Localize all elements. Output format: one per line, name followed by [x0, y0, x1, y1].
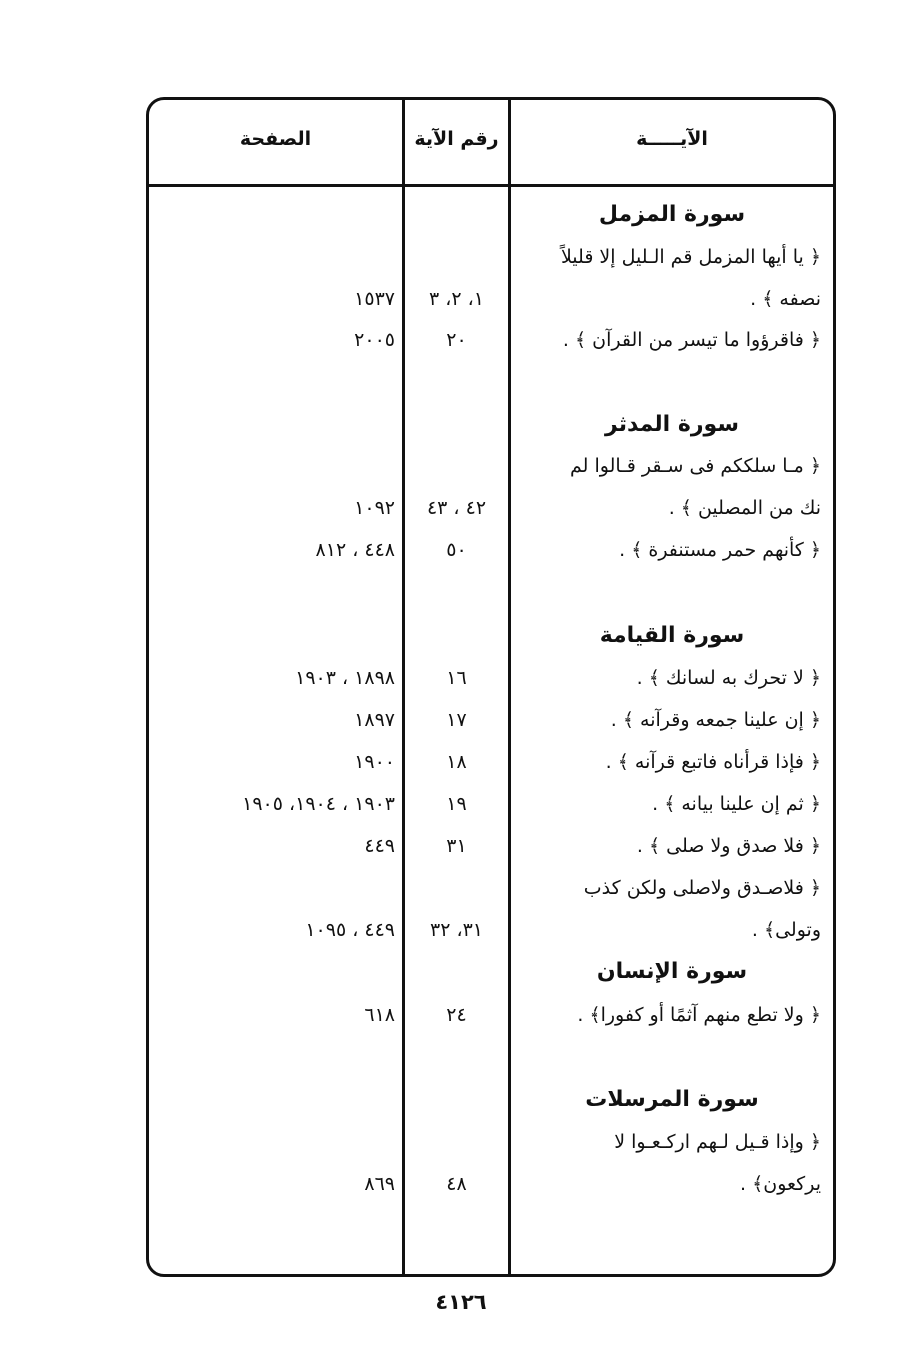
- verse-number: ١٧: [446, 709, 467, 731]
- page-reference: ١٨٩٨ ، ١٩٠٣: [295, 667, 395, 689]
- verse-text: ﴿ فاقرؤوا ما تيسر من القرآن ﴾ .: [562, 329, 821, 351]
- table-row: [149, 910, 833, 950]
- surah-title: سورة القيامة: [599, 623, 745, 648]
- verse-number: ٤٢ ، ٤٣: [426, 497, 487, 519]
- table-row: [149, 237, 833, 277]
- verse-text: ﴿ وإذا قـيل لـهم اركـعـوا لا: [614, 1131, 821, 1153]
- verse-number: ٣١: [446, 835, 467, 857]
- verse-text: ﴿ لا تحرك به لسانك ﴾ .: [636, 667, 821, 689]
- verse-number: ٢٠: [446, 329, 467, 351]
- page-reference: ١٠٩٢: [354, 497, 395, 519]
- verse-text: نصفه ﴾ .: [750, 288, 821, 310]
- surah-title-row: [149, 952, 833, 992]
- table-row: [149, 995, 833, 1035]
- surah-title-row: [149, 616, 833, 656]
- verse-text: ﴿ إن علينا جمعه وقرآنه ﴾ .: [610, 709, 821, 731]
- surah-title-row: [149, 195, 833, 235]
- surah-title-row: [149, 1080, 833, 1120]
- surah-title-row: [149, 405, 833, 445]
- page-reference: ٤٤٩: [364, 835, 395, 857]
- verse-text: ﴿ ثم إن علينا بيانه ﴾ .: [652, 793, 821, 815]
- verse-number: ١٦: [446, 667, 467, 689]
- table-row: [149, 826, 833, 866]
- page-reference: ١٩٠٠: [354, 751, 395, 773]
- page-reference: ٨٦٩: [364, 1173, 395, 1195]
- verse-text: ﴿ كأنهم حمر مستنفرة ﴾ .: [619, 539, 821, 561]
- index-table: [146, 97, 836, 1277]
- page-reference: ١٨٩٧: [354, 709, 395, 731]
- table-row: [149, 1122, 833, 1162]
- page-reference: ٤٤٨ ، ٨١٢: [315, 539, 395, 561]
- table-row: [149, 700, 833, 740]
- verse-text: نك من المصلين ﴾ .: [668, 497, 821, 519]
- table-row: [149, 279, 833, 319]
- table-row: [149, 1164, 833, 1204]
- header-divider: [149, 184, 833, 187]
- verse-number: ٢٤: [446, 1004, 467, 1026]
- table-row: [149, 320, 833, 360]
- verse-text: ﴿ مـا سلككم فى سـقر قـالوا لم: [570, 455, 821, 477]
- page-reference: ١٩٠٣ ، ١٩٠٤، ١٩٠٥: [242, 793, 395, 815]
- table-row: [149, 784, 833, 824]
- verse-number: ٤٨: [446, 1173, 467, 1195]
- verse-text: ﴿ فلا صدق ولا صلى ﴾ .: [636, 835, 821, 857]
- verse-text: ﴿ يا أيها المزمل قم الـليل إلا قليلاً: [560, 246, 821, 268]
- verse-text: يركعون﴾ .: [740, 1173, 821, 1195]
- header-page: الصفحة: [239, 128, 312, 150]
- verse-text: ﴿ فإذا قرأناه فاتبع قرآنه ﴾ .: [605, 751, 821, 773]
- page-reference: ٤٤٩ ، ١٠٩٥: [305, 919, 395, 941]
- table-row: [149, 742, 833, 782]
- table-row: [149, 658, 833, 698]
- verse-text: ﴿ فلاصـدق ولاصلى ولكن كذب: [583, 877, 821, 899]
- verse-number: ٥٠: [446, 539, 467, 561]
- page-reference: ٦١٨: [364, 1004, 395, 1026]
- table-row: [149, 488, 833, 528]
- header-verse: الآيـــــة: [636, 128, 708, 150]
- surah-title: سورة الإنسان: [596, 959, 748, 984]
- surah-title: سورة المزمل: [598, 202, 746, 227]
- page-reference: ٢٠٠٥: [354, 329, 395, 351]
- surah-title: سورة المدثر: [605, 412, 739, 437]
- verse-number: ١٨: [446, 751, 467, 773]
- verse-text: ﴿ ولا تطع منهم آثمًا أو كفورا﴾ .: [577, 1004, 821, 1026]
- page-reference: ١٥٣٧: [354, 288, 395, 310]
- page-number: ٤١٢٦: [435, 1290, 487, 1314]
- verse-number: ٣١، ٣٢: [429, 919, 483, 941]
- table-row: [149, 446, 833, 486]
- verse-number: ١، ٢، ٣: [429, 288, 484, 310]
- verse-text: وتولى﴾ .: [751, 919, 821, 941]
- table-row: [149, 868, 833, 908]
- verse-number: ١٩: [446, 793, 467, 815]
- header-verse-number: رقم الآية: [414, 128, 499, 150]
- table-row: [149, 530, 833, 570]
- surah-title: سورة المرسلات: [585, 1087, 759, 1112]
